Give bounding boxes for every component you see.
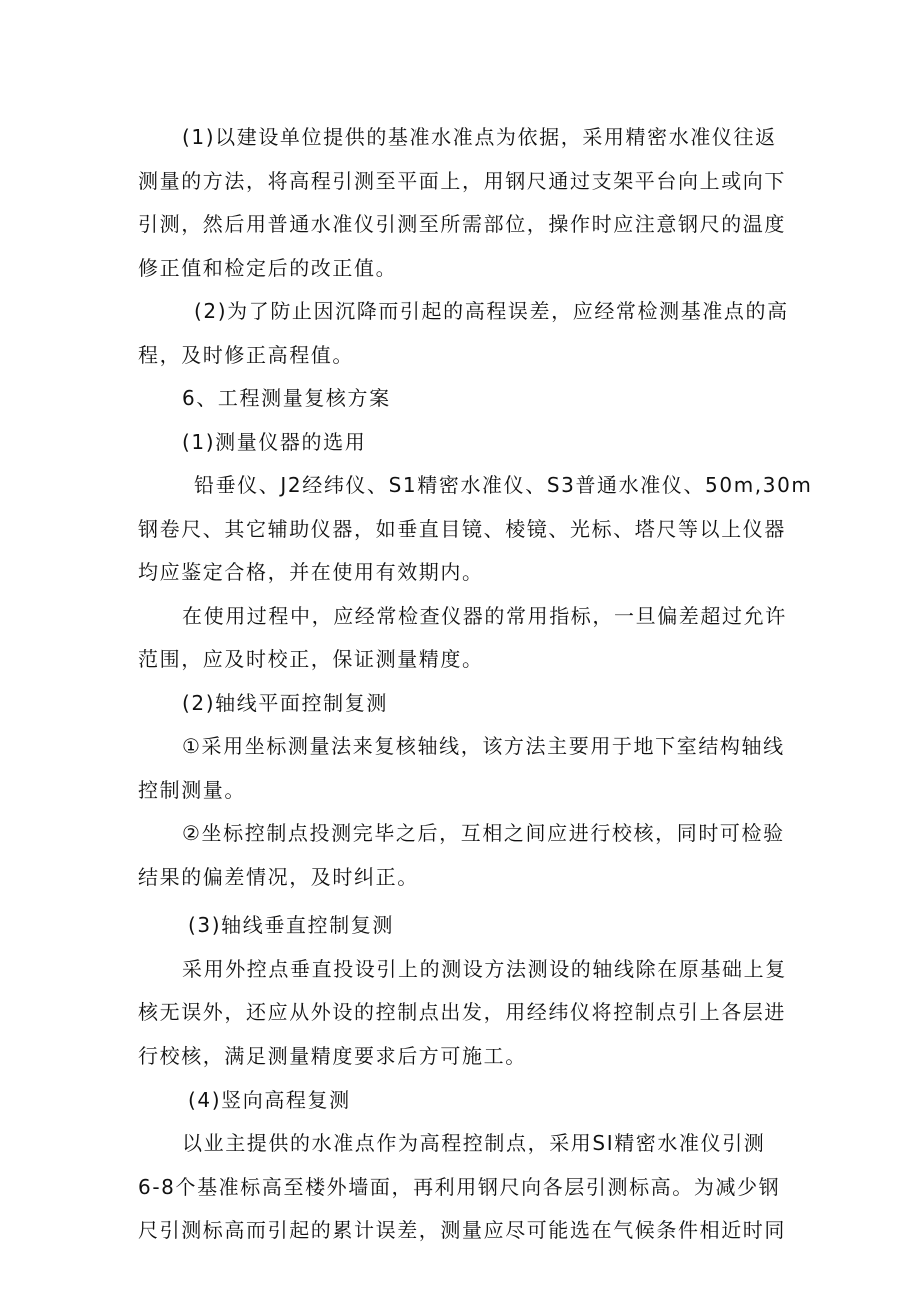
paragraph-1-line-2: 测量的方法，将高程引测至平面上，用钢尺通过支架平台向上或向下 <box>138 169 786 193</box>
paragraph-1-line-4: 修正值和检定后的改正值。 <box>138 256 398 280</box>
axis-plane-line-4: 结果的偏差情况，及时纠正。 <box>138 865 419 889</box>
axis-plane-line-1: ①采用坐标测量法来复核轴线，该方法主要用于地下室结构轴线 <box>182 734 785 758</box>
paragraph-1-line-1: (1)以建设单位提供的基准水准点为依据，采用精密水准仪往返 <box>182 125 777 149</box>
vertical-control-line-3: 行校核，满足测量精度要求后方可施工。 <box>138 1044 527 1068</box>
elevation-line-3: 尺引测标高而引起的累计误差，测量应尽可能选在气候条件相近时同 <box>138 1218 786 1242</box>
paragraph-2-line-2: 程，及时修正高程值。 <box>138 343 354 367</box>
subheading-4: (4)竖向高程复测 <box>188 1088 351 1112</box>
paragraph-1-line-3: 引测，然后用普通水准仪引测至所需部位，操作时应注意钢尺的温度 <box>138 212 786 236</box>
usage-line-2: 范围，应及时校正，保证测量精度。 <box>138 647 484 671</box>
elevation-line-2: 6-8个基准标高至楼外墙面，再利用钢尺向各层引测标高。为减少钢 <box>138 1175 781 1199</box>
axis-plane-line-2: 控制测量。 <box>138 778 246 802</box>
subheading-1: (1)测量仪器的选用 <box>182 430 367 454</box>
paragraph-2-line-1: (2)为了防止因沉降而引起的高程误差，应经常检测基准点的高 <box>194 299 789 323</box>
instruments-line-3: 均应鉴定合格，并在使用有效期内。 <box>138 560 484 584</box>
subheading-2: (2)轴线平面控制复测 <box>182 691 388 715</box>
section-heading-6: 6、工程测量复核方案 <box>182 386 391 410</box>
elevation-line-1: 以业主提供的水准点作为高程控制点，采用SI精密水准仪引测 <box>182 1131 766 1155</box>
axis-plane-line-3: ②坐标控制点投测完毕之后，互相之间应进行校核，同时可检验 <box>182 821 785 845</box>
instruments-line-2: 钢卷尺、其它辅助仪器，如垂直目镜、棱镜、光标、塔尺等以上仪器 <box>138 517 786 541</box>
subheading-3: (3)轴线垂直控制复测 <box>188 913 394 937</box>
vertical-control-line-2: 核无误外，还应从外设的控制点出发，用经纬仪将控制点引上各层进 <box>138 1000 786 1024</box>
usage-line-1: 在使用过程中，应经常检查仪器的常用指标，一旦偏差超过允许 <box>182 604 787 628</box>
vertical-control-line-1: 采用外控点垂直投设引上的测设方法测设的轴线除在原基础上复 <box>182 957 787 981</box>
instruments-line-1: 铅垂仪、J2经纬仪、S1精密水准仪、S3普通水准仪、50m,30m <box>194 473 813 497</box>
